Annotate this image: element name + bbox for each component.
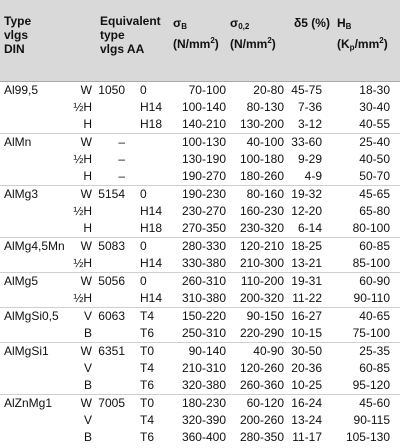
- aa-type-cell: –: [118, 152, 125, 166]
- temper-cell: B: [83, 430, 92, 444]
- delta5-cell: 18-25: [291, 239, 322, 253]
- table-row: [0, 99, 400, 116]
- aa-temper-cell: T4: [140, 361, 155, 375]
- header-type-line-2: vlgs: [4, 28, 29, 42]
- delta5-cell: 19-31: [291, 274, 322, 288]
- sigma-b-cell: 310-380: [181, 291, 226, 305]
- delta5-cell: 4-9: [304, 169, 322, 183]
- table-row: [0, 151, 400, 168]
- table-header: [0, 0, 400, 82]
- aa-temper-cell: 0: [140, 274, 147, 288]
- sigma-b-unit-exp: 2: [210, 36, 215, 45]
- temper-cell: H: [83, 169, 92, 183]
- temper-cell: W: [80, 344, 92, 358]
- aa-type-cell: 7005: [98, 396, 125, 410]
- sigma-02-cell: 90-150: [246, 309, 284, 323]
- hardness-cell: 18-30: [359, 83, 390, 97]
- sigma-b-cell: 260-310: [181, 274, 226, 288]
- aa-temper-cell: T6: [140, 430, 155, 444]
- sigma-02-cell: 230-320: [239, 221, 284, 235]
- hardness-cell: 60-90: [359, 274, 390, 288]
- hardness-cell: 25-35: [359, 344, 390, 358]
- hardness-cell: 75-100: [352, 326, 390, 340]
- table-row: [0, 220, 400, 237]
- hardness-cell: 105-130: [345, 430, 390, 444]
- header-sigma-b: [173, 16, 219, 51]
- aa-temper-cell: T6: [140, 326, 155, 340]
- hardness-cell: 60-85: [359, 361, 390, 375]
- alloy-group: [0, 343, 400, 395]
- sigma-02-cell: 200-320: [239, 291, 284, 305]
- aa-temper-cell: 0: [140, 239, 147, 253]
- temper-cell: ½H: [73, 100, 92, 114]
- temper-cell: ½H: [73, 256, 92, 270]
- sigma-b-cell: 130-190: [181, 152, 226, 166]
- alloy-name-cell: AlZnMg1: [4, 396, 53, 410]
- sigma-02-cell: 160-230: [239, 204, 284, 218]
- aa-type-cell: 5056: [98, 274, 125, 288]
- temper-cell: V: [83, 309, 92, 323]
- delta5-cell: 16-27: [291, 309, 322, 323]
- sigma-02-cell: 80-160: [246, 187, 284, 201]
- sigma-02-cell: 110-200: [240, 274, 284, 288]
- delta5-cell: 11-22: [292, 291, 322, 305]
- delta5-cell: 45-75: [291, 83, 322, 97]
- sigma-b-cell: 150-220: [181, 309, 226, 323]
- aa-type-cell: 6063: [98, 309, 125, 323]
- table-body: [0, 82, 400, 446]
- sigma-02-cell: 260-360: [239, 378, 284, 392]
- aa-type-cell: 6351: [98, 344, 125, 358]
- hardness-cell: 80-100: [352, 221, 390, 235]
- sigma-02-cell: 130-200: [239, 117, 284, 131]
- hardness-cell: 90-110: [353, 291, 390, 305]
- table-row: [0, 255, 400, 272]
- alloy-name-cell: AlMg3: [4, 187, 39, 201]
- aa-temper-cell: T6: [140, 378, 155, 392]
- sigma-02-cell: 120-260: [239, 361, 284, 375]
- sigma-02-cell: 40-90: [253, 344, 284, 358]
- temper-cell: W: [80, 83, 92, 97]
- temper-cell: W: [80, 239, 92, 253]
- header-equiv-line-3: vlgs AA: [100, 42, 145, 56]
- sigma-02-cell: 20-80: [253, 83, 284, 97]
- sigma-b-cell: 190-270: [181, 169, 226, 183]
- sigma-b-cell: 230-270: [181, 204, 226, 218]
- table-row: [0, 343, 400, 360]
- alloy-group: [0, 273, 400, 308]
- table-row: [0, 134, 400, 151]
- table-row: [0, 116, 400, 133]
- alloy-name-cell: AlMg5: [4, 274, 39, 288]
- temper-cell: B: [83, 378, 92, 392]
- hb-symbol: H: [337, 16, 346, 30]
- hb-unit-close: ): [383, 37, 388, 51]
- hardness-cell: 25-40: [359, 135, 390, 149]
- sigma-02-unit-exp: 2: [267, 36, 272, 45]
- sigma-b-cell: 360-400: [181, 430, 226, 444]
- alloy-group: [0, 238, 400, 273]
- temper-cell: W: [80, 135, 92, 149]
- aa-type-cell: 5154: [98, 187, 125, 201]
- temper-cell: V: [83, 361, 92, 375]
- header-equivalent-aa: [100, 14, 161, 56]
- header-equiv-line-1: Equivalent: [100, 14, 161, 28]
- delta5-cell: 33-60: [291, 135, 322, 149]
- aa-temper-cell: H14: [140, 100, 163, 114]
- sigma-02-unit-close: ): [271, 37, 276, 51]
- temper-cell: ½H: [73, 291, 92, 305]
- aa-temper-cell: T4: [140, 413, 155, 427]
- sigma-b-cell: 100-130: [181, 135, 226, 149]
- delta5-cell: 16-24: [291, 396, 322, 410]
- sigma-b-unit: (N/mm: [173, 37, 211, 51]
- delta5-cell: 20-36: [291, 361, 322, 375]
- delta5-cell: 11-17: [292, 430, 322, 444]
- alloy-name-cell: AlMgSi0,5: [4, 309, 59, 323]
- delta5-cell: 19-32: [291, 187, 322, 201]
- table-row: [0, 325, 400, 342]
- hardness-cell: 45-65: [359, 187, 390, 201]
- sigma-02-cell: 100-180: [239, 152, 284, 166]
- header-type-din: [4, 14, 31, 56]
- table-row: [0, 308, 400, 325]
- hardness-cell: 30-40: [359, 100, 390, 114]
- hardness-cell: 45-60: [359, 396, 390, 410]
- temper-cell: H: [83, 221, 92, 235]
- delta5-cell: 7-36: [297, 100, 322, 114]
- sigma-b-cell: 280-330: [181, 239, 226, 253]
- sigma-b-cell: 180-230: [181, 396, 226, 410]
- alloy-group: [0, 395, 400, 446]
- alloy-name-cell: AlMgSi1: [4, 344, 49, 358]
- sigma-b-cell: 90-140: [188, 344, 226, 358]
- sigma-b-symbol: σ: [173, 16, 182, 30]
- hardness-cell: 90-115: [353, 413, 390, 427]
- temper-cell: W: [80, 274, 92, 288]
- sigma-02-cell: 220-290: [239, 326, 284, 340]
- table-row: [0, 360, 400, 377]
- delta5-cell: 13-24: [291, 413, 322, 427]
- sigma-b-cell: 320-380: [181, 378, 226, 392]
- table-row: [0, 186, 400, 203]
- sigma-02-cell: 210-300: [239, 256, 284, 270]
- sigma-02-cell: 40-100: [246, 135, 284, 149]
- delta5-cell: 9-29: [297, 152, 322, 166]
- hardness-cell: 60-85: [359, 239, 390, 253]
- table-row: [0, 412, 400, 429]
- table-row: [0, 203, 400, 220]
- aa-temper-cell: T0: [140, 344, 155, 358]
- table-row: [0, 168, 400, 185]
- hb-unit-exp: 2: [379, 36, 384, 45]
- aa-type-cell: –: [118, 135, 125, 149]
- sigma-b-unit-close: ): [214, 37, 219, 51]
- aa-temper-cell: 0: [140, 83, 147, 97]
- sigma-02-symbol: σ: [230, 16, 239, 30]
- aa-temper-cell: 0: [140, 187, 147, 201]
- hb-subscript: B: [345, 22, 352, 31]
- aa-temper-cell: H14: [140, 204, 163, 218]
- sigma-02-cell: 120-210: [239, 239, 284, 253]
- header-type-line-1: Type: [4, 14, 32, 28]
- sigma-02-cell: 80-130: [246, 100, 284, 114]
- hardness-cell: 95-120: [352, 378, 390, 392]
- alloy-name-cell: AlMn: [4, 135, 32, 149]
- delta5-cell: 3-12: [297, 117, 322, 131]
- temper-cell: B: [83, 326, 92, 340]
- header-sigma-02: [230, 16, 276, 51]
- hardness-cell: 40-55: [359, 117, 390, 131]
- alloy-group: [0, 308, 400, 343]
- temper-cell: ½H: [73, 204, 92, 218]
- sigma-b-subscript: B: [181, 22, 187, 31]
- aa-temper-cell: T4: [140, 309, 155, 323]
- sigma-b-cell: 210-310: [181, 361, 226, 375]
- aa-temper-cell: H14: [140, 291, 163, 305]
- sigma-b-cell: 320-390: [181, 413, 226, 427]
- temper-cell: H: [83, 117, 92, 131]
- table-row: [0, 429, 400, 446]
- header-type-line-3: DIN: [4, 42, 25, 56]
- alloy-group: [0, 134, 400, 186]
- aa-temper-cell: H18: [140, 117, 163, 131]
- hb-unit-suffix: /mm: [354, 37, 380, 51]
- sigma-b-cell: 140-210: [181, 117, 226, 131]
- hardness-cell: 85-100: [352, 256, 390, 270]
- aa-temper-cell: H18: [140, 221, 163, 235]
- header-equiv-line-2: type: [100, 28, 125, 42]
- table-row: [0, 238, 400, 255]
- aa-temper-cell: H14: [140, 256, 163, 270]
- sigma-b-cell: 270-350: [181, 221, 226, 235]
- table-row: [0, 273, 400, 290]
- hb-unit-prefix: (K: [337, 37, 350, 51]
- table-row: [0, 82, 400, 99]
- delta5-cell: 10-15: [291, 326, 322, 340]
- hardness-cell: 40-65: [359, 309, 390, 323]
- hardness-cell: 50-70: [359, 169, 390, 183]
- sigma-b-cell: 70-100: [188, 83, 226, 97]
- sigma-02-subscript: 0,2: [238, 22, 250, 31]
- alloy-name-cell: Al99,5: [4, 83, 39, 97]
- table-row: [0, 395, 400, 412]
- alloy-group: [0, 186, 400, 238]
- delta5-cell: 30-50: [291, 344, 322, 358]
- delta5-cell: 6-14: [297, 221, 322, 235]
- temper-cell: W: [80, 187, 92, 201]
- hardness-cell: 40-50: [359, 152, 390, 166]
- alloy-name-cell: AlMg4,5Mn: [4, 239, 65, 253]
- table-row: [0, 290, 400, 307]
- alloy-group: [0, 82, 400, 134]
- temper-cell: ½H: [73, 152, 92, 166]
- delta5-label: δ5 (%): [294, 16, 330, 30]
- sigma-02-cell: 280-350: [239, 430, 284, 444]
- temper-cell: V: [83, 413, 92, 427]
- temper-cell: W: [80, 396, 92, 410]
- sigma-b-cell: 250-310: [181, 326, 226, 340]
- hb-unit-subscript: p: [349, 43, 355, 52]
- hardness-cell: 65-80: [359, 204, 390, 218]
- sigma-b-cell: 100-140: [181, 100, 226, 114]
- aa-type-cell: –: [118, 169, 125, 183]
- header-delta5: [294, 16, 330, 30]
- aa-temper-cell: T0: [140, 396, 155, 410]
- sigma-02-cell: 60-120: [246, 396, 284, 410]
- sigma-02-unit: (N/mm: [230, 37, 268, 51]
- aa-type-cell: 1050: [98, 83, 125, 97]
- sigma-02-cell: 180-260: [239, 169, 284, 183]
- delta5-cell: 12-20: [291, 204, 322, 218]
- aa-type-cell: 5083: [98, 239, 125, 253]
- delta5-cell: 13-21: [291, 256, 322, 270]
- sigma-b-cell: 190-230: [181, 187, 226, 201]
- table-row: [0, 377, 400, 394]
- sigma-b-cell: 330-380: [181, 256, 226, 270]
- delta5-cell: 10-25: [291, 378, 322, 392]
- header-hardness: [337, 16, 388, 55]
- sigma-02-cell: 200-260: [239, 413, 284, 427]
